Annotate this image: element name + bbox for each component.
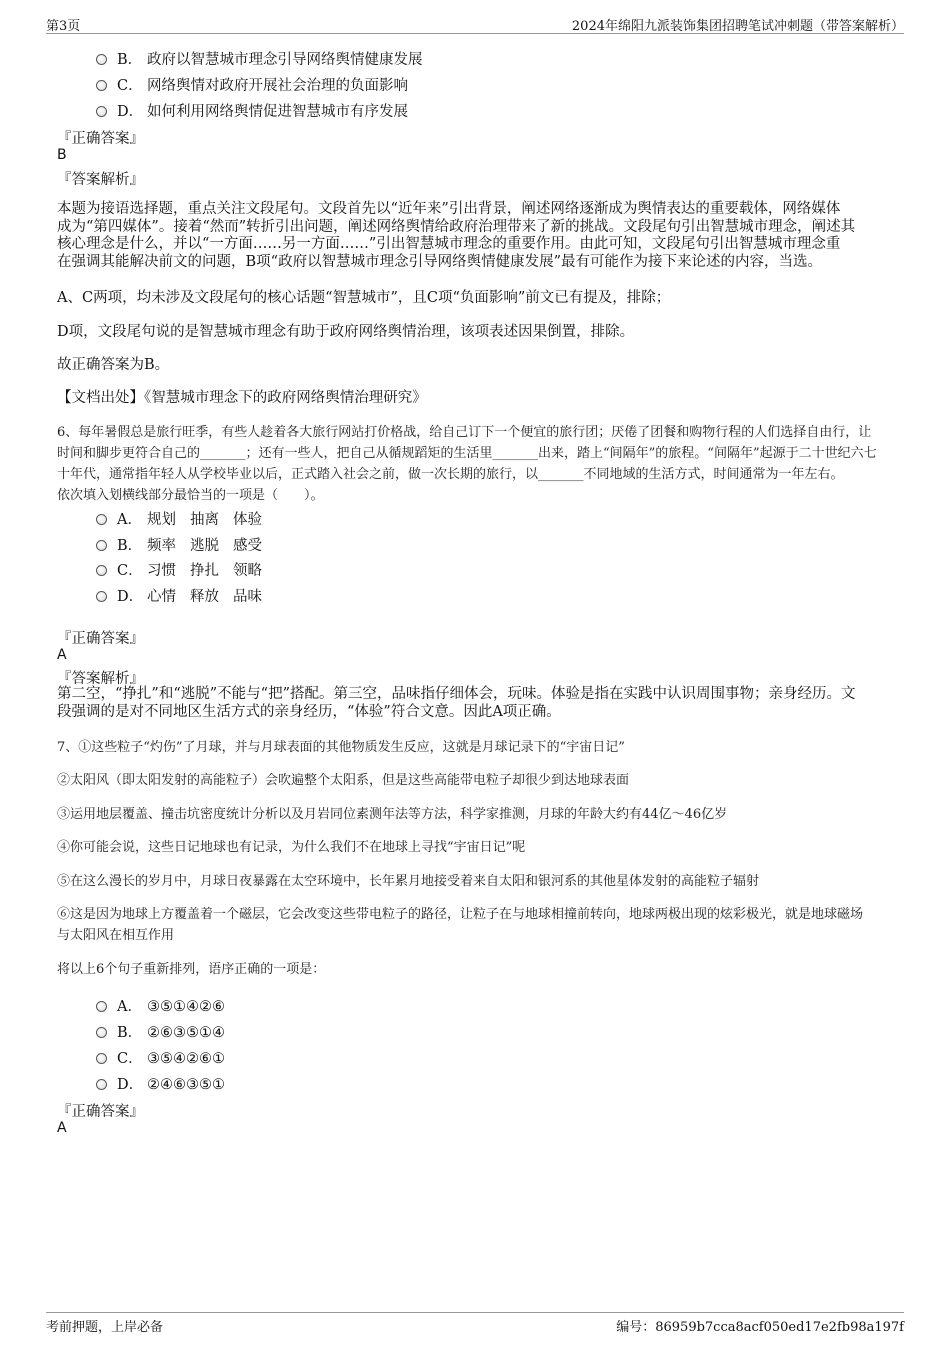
q7-answer-label: 『正确答案』 [57, 1104, 144, 1120]
q7-option-b[interactable]: B． ②⑥③⑤①④ [96, 1021, 225, 1041]
q5-analysis-ac: A、C两项，均未涉及文段尾句的核心话题“智慧城市”，且C项“负面影响”前文已有提及，排除； [57, 290, 671, 306]
q7-option-d[interactable]: D． ②④⑥③⑤① [96, 1073, 225, 1093]
page-footer [46, 1312, 904, 1335]
q5-option-c[interactable]: C． 网络舆情对政府开展社会治理的负面影响 [96, 74, 408, 94]
q5-analysis: 本题为接语选择题，重点关注文段尾句。文段首先以“近年来”引出背景，阐述网络逐渐成为舆情表达的重要载体，网络媒体 成为“第四媒体”。接着“然而”转折引出问题，阐述网络舆情给政府治理带来了新的挑战。文段尾句引出智慧城市理念，阐述其 核心理念是什么，并以“一方面……另一方面……”引出智慧城市理念的重要作用。由此可知，文段尾句引出智慧城市理念重 在强调其能解决前文的问题，B项“政府以智慧城市理念引导网络舆情健康发展”最有可能作为接下来论述的内容，当选。 [57, 201, 856, 270]
radio-icon[interactable] [96, 106, 107, 117]
q6-answer: A [57, 647, 67, 663]
q5-option-b[interactable]: B． 政府以智慧城市理念引导网络舆情健康发展 [96, 48, 423, 68]
q5-analysis-label: 『答案解析』 [57, 172, 144, 188]
q6-answer-label: 『正确答案』 [57, 631, 144, 647]
q7-sentence-6: ⑥这是因为地球上方覆盖着一个磁层，它会改变这些带电粒子的路径，让粒子在与地球相撞前转向，地球两极出现的炫彩极光，就是地球磁场 与太阳风在相互作用 [57, 907, 864, 943]
q6-stem: 6、每年暑假总是旅行旺季，有些人趁着各大旅行网站打价格战，给自己订下一个便宜的旅行团；厌倦了团餐和购物行程的人们选择自由行，让 时间和脚步更符合自己的_______；还有一些人，把自己从循规蹈矩的生活里_______出来，踏上“间隔年”的旅程。“间隔年”起源于二十世纪六七 十年代，通常指年轻人从学校毕业以后，正式踏入社会之前，做一次长期的旅行，以_______不同地域的生活方式，时间通常为一年左右。 依次填入划横线部分最恰当的一项是（ ）。 [57, 425, 877, 503]
radio-icon[interactable] [96, 514, 107, 525]
radio-icon[interactable] [96, 565, 107, 576]
q7-sentence-2: ②太阳风（即太阳发射的高能粒子）会吹遍整个太阳系，但是这些高能带电粒子却很少到达地球表面 [57, 773, 630, 788]
radio-icon[interactable] [96, 1027, 107, 1038]
q7-option-a[interactable]: A． ③⑤①④②⑥ [96, 995, 225, 1015]
q6-option-a[interactable]: A． 规划 抽离 体验 [96, 508, 276, 528]
q5-option-d[interactable]: D． 如何利用网络舆情促进智慧城市有序发展 [96, 100, 408, 120]
radio-icon[interactable] [96, 1053, 107, 1064]
radio-icon[interactable] [96, 540, 107, 551]
q7-answer: A [57, 1120, 67, 1136]
document-title: 2024年绵阳九派装饰集团招聘笔试冲刺题（带答案解析） [571, 19, 904, 34]
q7-option-c[interactable]: C． ③⑤④②⑥① [96, 1047, 225, 1067]
q5-analysis-d: D项，文段尾句说的是智慧城市理念有助于政府网络舆情治理，该项表述因果倒置，排除。 [57, 324, 635, 340]
q7-sentence-3: ③运用地层覆盖、撞击坑密度统计分析以及月岩同位素测年法等方法，科学家推测，月球的年龄大约有44亿～46亿岁 [57, 807, 728, 822]
q6-option-c[interactable]: C． 习惯 挣扎 领略 [96, 559, 276, 579]
document-code: 编号：86959b7cca8acf050ed17e2fb98a197f [616, 1320, 904, 1335]
q5-conclusion: 故正确答案为B。 [57, 357, 170, 373]
page-number: 第3页 [46, 19, 81, 34]
q6-option-d[interactable]: D． 心情 释放 品味 [96, 585, 276, 605]
q6-option-b[interactable]: B． 频率 逃脱 感受 [96, 534, 276, 554]
radio-icon[interactable] [96, 80, 107, 91]
radio-icon[interactable] [96, 591, 107, 602]
page-header [46, 13, 904, 34]
q7-sentence-4: ④你可能会说，这些日记地球也有记录，为什么我们不在地球上寻找“宇宙日记”呢 [57, 840, 526, 855]
q7-prompt: 将以上6个句子重新排列，语序正确的一项是： [57, 962, 326, 977]
q5-answer-label: 『正确答案』 [57, 131, 144, 147]
q5-answer: B [57, 147, 67, 163]
q6-analysis: 第二空，“挣扎”和“逃脱”不能与“把”搭配。第三空，品味指仔细体会，玩味。体验是指在实践中认识周围事物；亲身经历。文 段强调的是对不同地区生活方式的亲身经历，“体验”符合文意。因此A项正确。 [57, 686, 856, 720]
q5-source: 【文档出处】《智慧城市理念下的政府网络舆情治理研究》 [57, 390, 427, 406]
radio-icon[interactable] [96, 1001, 107, 1012]
footer-slogan: 考前押题，上岸必备 [46, 1320, 164, 1335]
radio-icon[interactable] [96, 54, 107, 65]
q6-analysis-label: 『答案解析』 [57, 671, 144, 687]
radio-icon[interactable] [96, 1079, 107, 1090]
q7-sentence-1: 7、①这些粒子“灼伤”了月球，并与月球表面的其他物质发生反应，这就是月球记录下的“宇宙日记” [57, 740, 625, 755]
q7-sentence-5: ⑤在这么漫长的岁月中，月球日夜暴露在太空环境中，长年累月地接受着来自太阳和银河系的其他星体发射的高能粒子辐射 [57, 874, 760, 889]
